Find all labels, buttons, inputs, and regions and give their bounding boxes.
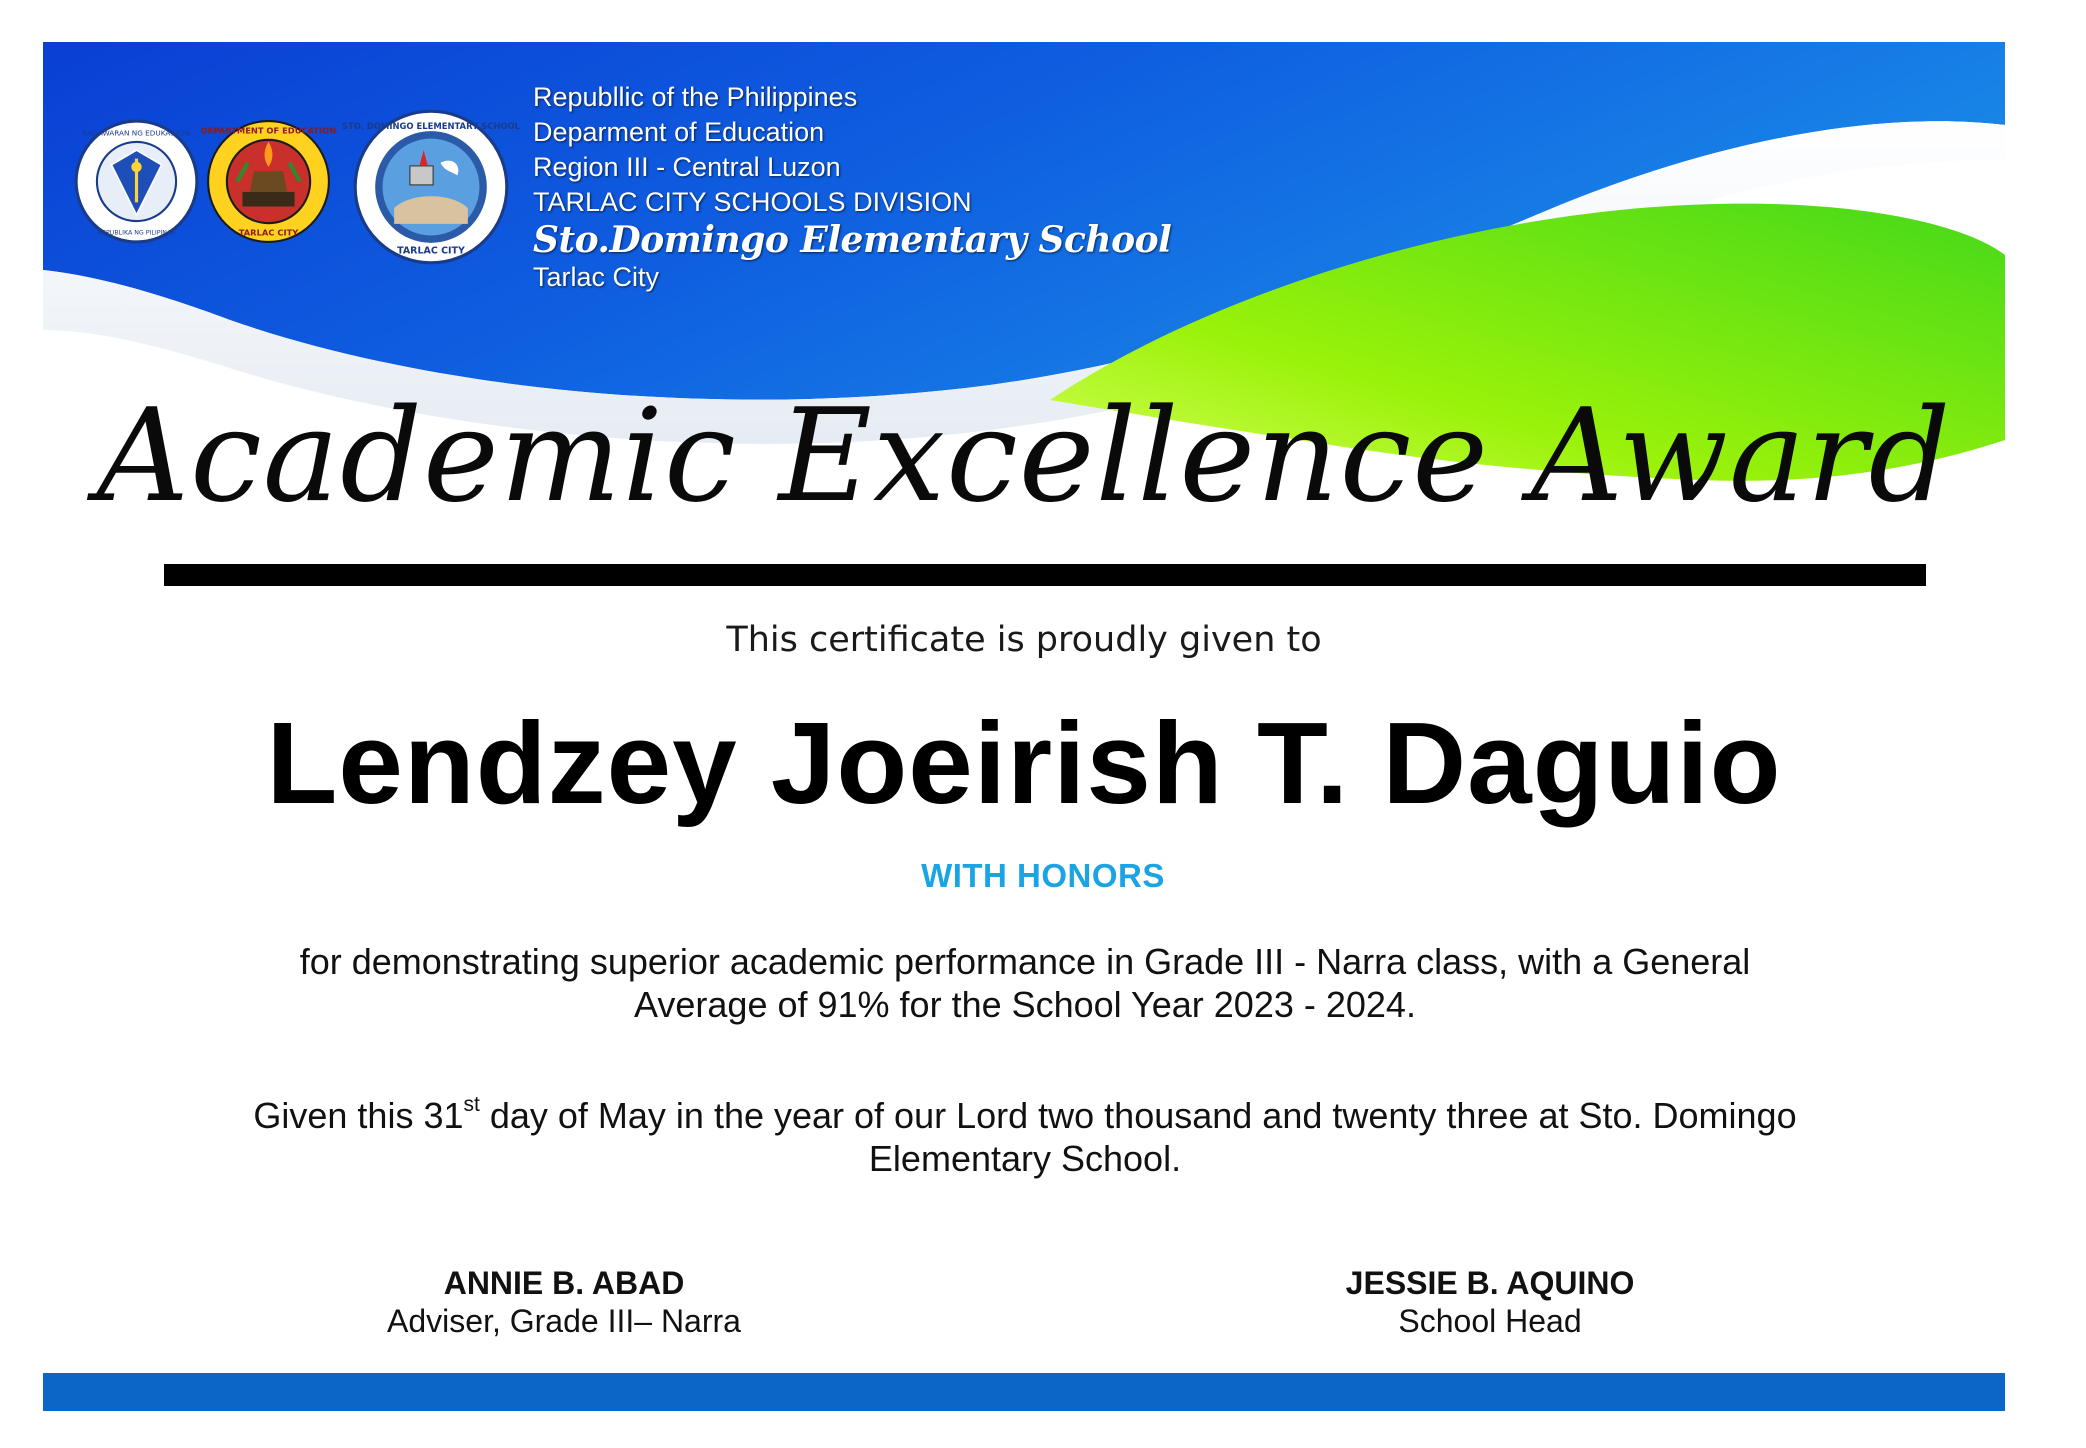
citation-text: for demonstrating superior academic performance in Grade III - Narra class, with a General Average of 91% for the School Year 2023 - 2024. [299, 941, 1751, 1025]
header-line-division: TARLAC CITY SCHOOLS DIVISION [533, 187, 972, 217]
svg-text:TARLAC CITY: TARLAC CITY [397, 245, 465, 257]
signatory-name: JESSIE B. AQUINO [1345, 1265, 1635, 1301]
svg-text:DEPARTMENT OF EDUCATION: DEPARTMENT OF EDUCATION [200, 125, 337, 136]
signatory-name: ANNIE B. ABAD [443, 1265, 685, 1301]
intro-text: This certificate is proudly given to [726, 620, 1322, 660]
footer-bar [43, 1373, 2005, 1411]
given-suffix: day of May in the year of our Lord two thousand and twenty three at Sto. Domingo Elementary School. [479, 1095, 1797, 1179]
school-seal [342, 108, 520, 266]
agency-header [533, 80, 1171, 295]
given-prefix: Given this 31 [253, 1095, 464, 1136]
svg-text:KAGAWARAN NG EDUKASYON: KAGAWARAN NG EDUKASYON [82, 128, 191, 138]
svg-text:REPUBLIKA NG PILIPINAS: REPUBLIKA NG PILIPINAS [97, 229, 176, 237]
header-school-name: Sto.Domingo Elementary School [533, 219, 1172, 261]
signatory-role: School Head [1398, 1303, 1582, 1339]
deped-tarlac-seal [200, 119, 337, 244]
svg-text:STO. DOMINGO ELEMENTARY SCHOOL: STO. DOMINGO ELEMENTARY SCHOOL [342, 121, 520, 132]
given-date-text [250, 1094, 1800, 1180]
signatory-adviser [364, 1264, 764, 1340]
header-line-region: Region III - Central Luzon [533, 152, 841, 182]
signatory-role: Adviser, Grade III– Narra [387, 1303, 741, 1339]
header-city: Tarlac City [533, 262, 660, 292]
svg-text:TARLAC CITY: TARLAC CITY [238, 227, 299, 238]
recipient-name: Lendzey Joeirish T. Daguio [266, 698, 1782, 828]
header-line-department: Deparment of Education [533, 117, 825, 147]
award-title: Academic Excellence Award [96, 382, 1952, 531]
honor-label: WITH HONORS [921, 857, 1165, 894]
title-divider [164, 564, 1926, 586]
given-ordinal: st [463, 1093, 480, 1116]
deped-seal [74, 119, 199, 244]
signatory-school-head [1290, 1264, 1690, 1340]
header-line-republic: Republlic of the Philippines [533, 82, 858, 112]
